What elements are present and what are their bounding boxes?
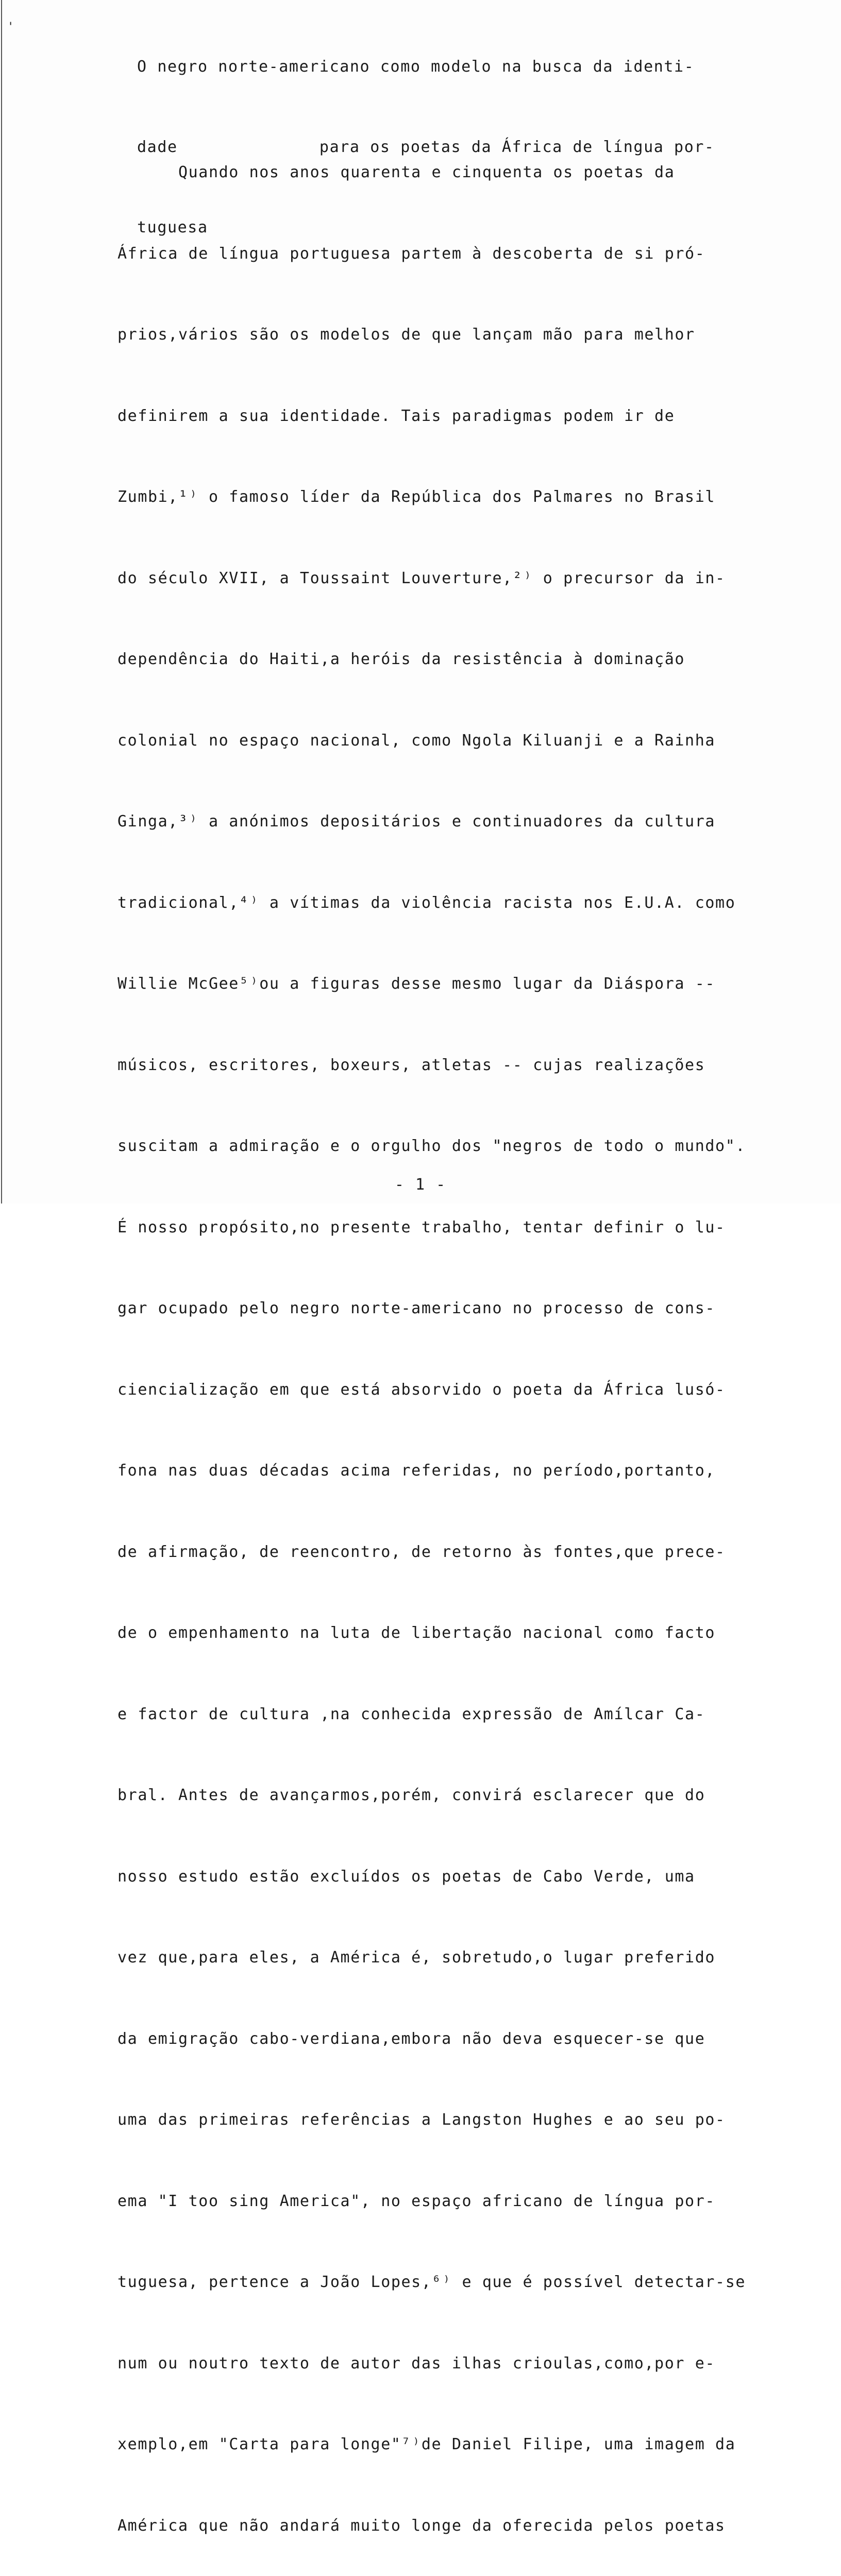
title-line: O negro norte-americano como modelo na busca da identi- (137, 58, 695, 76)
body-line: ema "I too sing America", no espaço africano de língua por- (117, 2192, 716, 2210)
body-line: de o empenhamento na luta de libertação nacional como facto (117, 1624, 716, 1642)
body-line: bral. Antes de avançarmos,porém, convirá esclarecer que do (117, 1786, 705, 1804)
body-line: fona nas duas décadas acima referidas, no período,portanto, (117, 1462, 716, 1480)
body-line: nosso estudo estão excluídos os poetas de Cabo Verde, uma (117, 1867, 695, 1886)
body-line: África de língua portuguesa partem à descoberta de si pró- (117, 244, 705, 263)
body-line: Willie McGee⁵⁾ou a figuras desse mesmo lugar da Diáspora -- (117, 975, 716, 993)
body-line: num ou noutro texto de autor das ilhas crioulas,como,por e- (117, 2354, 716, 2372)
body-line: do século XVII, a Toussaint Louverture,²⁾ o precursor da in- (117, 569, 726, 587)
body-line: Quando nos anos quarenta e cinquenta os poetas da (117, 163, 675, 181)
title-line: tuguesa (137, 218, 208, 236)
body-line: prios,vários são os modelos de que lançam mão para melhor (117, 326, 695, 344)
margin-tick-mark: ' (7, 21, 14, 33)
body-line: Zumbi,¹⁾ o famoso líder da República dos Palmares no Brasil (117, 488, 716, 506)
body-line: da emigração cabo-verdiana,embora não deva esquecer-se que (117, 2029, 705, 2048)
body-line: e factor de cultura ,na conhecida expressão de Amílcar Ca- (117, 1705, 705, 1723)
title-line: dade para os poetas da África de língua por- (137, 138, 715, 156)
body-line: ciencialização em que está absorvido o poeta da África lusó- (117, 1380, 726, 1399)
body-paragraph (117, 105, 808, 2576)
body-line: músicos, escritores, boxeurs, atletas -- cujas realizações (117, 1056, 705, 1074)
body-line: Ginga,³⁾ a anónimos depositários e continuadores da cultura (117, 812, 716, 831)
body-line: de afirmação, de reencontro, de retorno às fontes,que prece- (117, 1543, 726, 1561)
body-line: tradicional,⁴⁾ a vítimas da violência racista nos E.U.A. como (117, 893, 736, 912)
body-line: xemplo,em "Carta para longe"⁷⁾de Daniel Filipe, uma imagem da (117, 2435, 736, 2453)
body-line: É nosso propósito,no presente trabalho, tentar definir o lu- (117, 1218, 726, 1236)
body-line: América que não andará muito longe da oferecida pelos poetas (117, 2516, 726, 2535)
body-line: dependência do Haiti,a heróis da resistência à dominação (117, 650, 685, 668)
body-line: gar ocupado pelo negro norte-americano no processo de cons- (117, 1299, 716, 1317)
body-line: suscitam a admiração e o orgulho dos "negros de todo o mundo". (117, 1137, 746, 1155)
body-line: definirem a sua identidade. Tais paradigmas podem ir de (117, 406, 675, 425)
body-line: colonial no espaço nacional, como Ngola Kiluanji e a Rainha (117, 731, 716, 750)
body-line: tuguesa, pertence a João Lopes,⁶⁾ e que é possível detectar-se (117, 2273, 746, 2291)
page-number: - 1 - (394, 1176, 447, 1194)
body-line: uma das primeiras referências a Langston Hughes e ao seu po- (117, 2111, 726, 2129)
page-left-edge (1, 0, 2, 1204)
body-line: vez que,para eles, a América é, sobretudo,o lugar preferido (117, 1948, 716, 1967)
